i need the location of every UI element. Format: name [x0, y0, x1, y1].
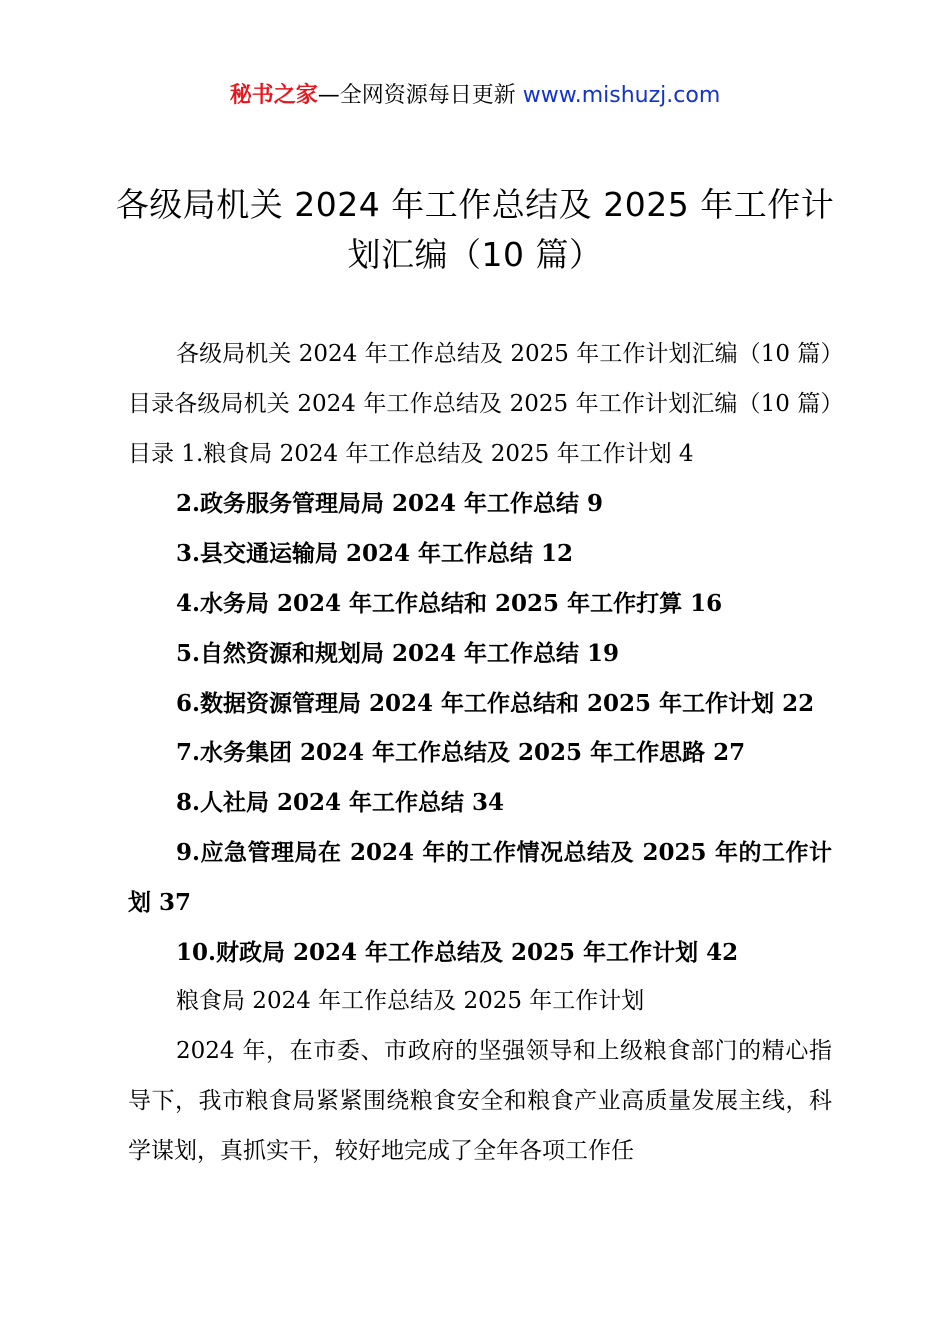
document-body: [128, 330, 832, 1177]
document-title: 各级局机关 2024 年工作总结及 2025 年工作计划汇编（10 篇）: [115, 185, 835, 274]
toc-item: 10.财政局 2024 年工作总结及 2025 年工作计划 42: [176, 938, 739, 966]
body-paragraph: 2024 年，在市委、市政府的坚强领导和上级粮食部门的精心指导下，我市粮食局紧紧围绕粮食安全和粮食产业高质量发展主线，科学谋划，真抓实干，较好地完成了全年各项工作任: [128, 1038, 832, 1164]
toc-intro-paragraph: 各级局机关 2024 年工作总结及 2025 年工作计划汇编（10 篇）目录各级局机关 2024 年工作总结及 2025 年工作计划汇编（10 篇）目录 1.粮食局 2024 年工作总结及 2025 年工作计划 4: [128, 341, 832, 467]
header-tagline: —全网资源每日更新: [317, 83, 523, 108]
toc-item: 4.水务局 2024 年工作总结和 2025 年工作打算 16: [176, 589, 723, 617]
section-title: 粮食局 2024 年工作总结及 2025 年工作计划: [176, 988, 645, 1015]
toc-item: 7.水务集团 2024 年工作总结及 2025 年工作思路 27: [176, 739, 746, 767]
toc-item: 2.政务服务管理局局 2024 年工作总结 9: [176, 490, 604, 518]
site-header: [0, 80, 950, 112]
brand-name: 秘书之家: [229, 83, 318, 108]
toc-item: 8.人社局 2024 年工作总结 34: [176, 789, 505, 817]
toc-item: 5.自然资源和规划局 2024 年工作总结 19: [176, 639, 620, 667]
site-url-link[interactable]: www.mishuzj.com: [522, 83, 721, 108]
toc-item: 9.应急管理局在 2024 年的工作情况总结及 2025 年的工作计划 37: [128, 838, 832, 916]
toc-item: 6.数据资源管理局 2024 年工作总结和 2025 年工作计划 22: [176, 689, 815, 717]
toc-item: 3.县交通运输局 2024 年工作总结 12: [176, 540, 574, 568]
